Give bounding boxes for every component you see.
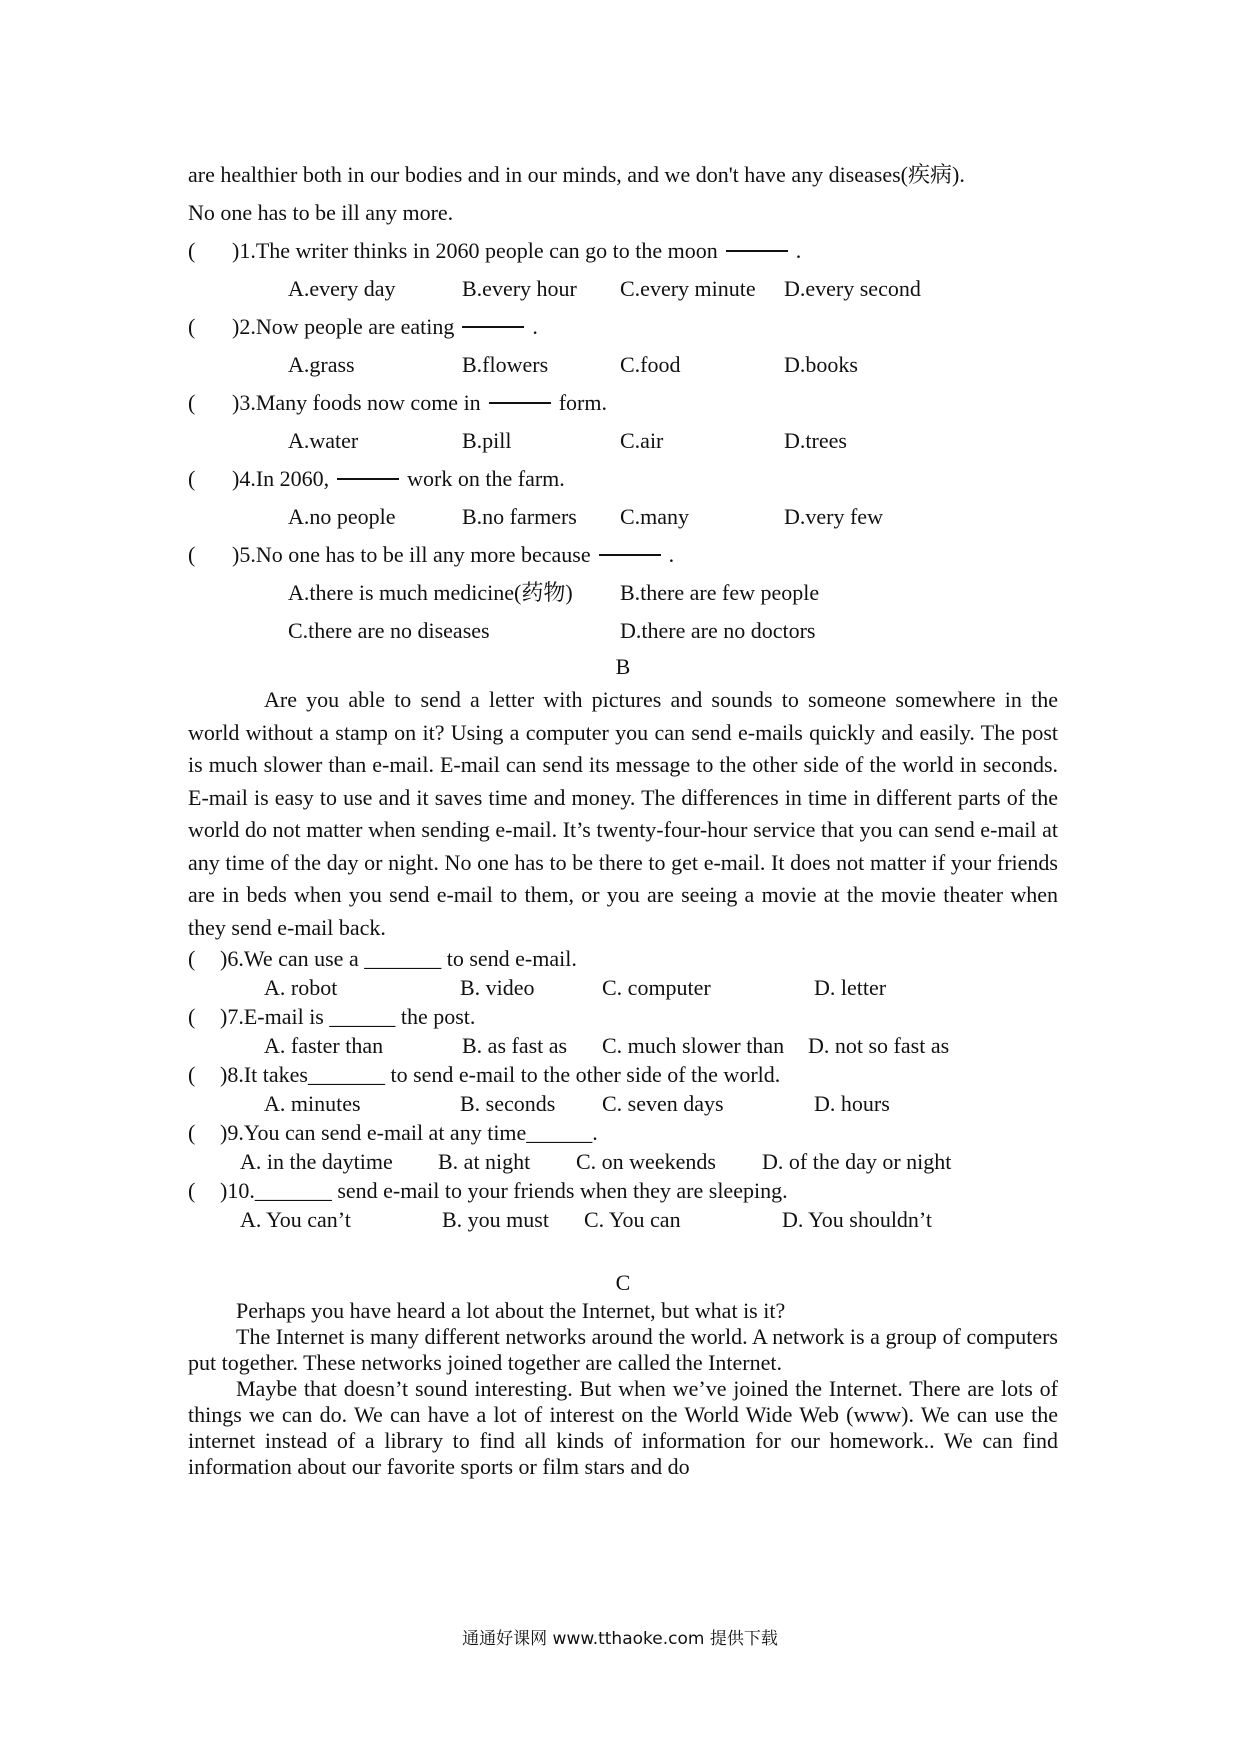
option-d: D.trees — [784, 428, 847, 453]
option-d: D. You shouldn’t — [782, 1207, 932, 1232]
option-b: B.flowers — [462, 352, 549, 377]
passage-b: Are you able to send a letter with pictures and sounds to someone somewhere in the world without a stamp on it? Using a computer you can send e-mails quickly and easily. The post is much slower than e-mail. E-mail can send its message to the other side of the world in seconds. E-mail is easy to use and it saves time and money. The differences in time in different parts of the world do not matter when sending e-mail. It’s twenty-four-hour service that you can send e-mail at any time of the day or night. No one has to be there to get e-mail. It does not matter if your friends are in beds when you send e-mail to them, or you are seeing a movie at the movie theater when they send e-mail back. — [188, 687, 1058, 940]
answer-blank — [489, 384, 551, 404]
question-6: ( )6.We can use a _______ to send e-mail. A. robot B. video C. computer D. letter — [188, 946, 887, 1000]
question-8: ( )8.It takes_______ to send e-mail to the other side of the world. A. minutes B. seconds C. seven days D. hours — [188, 1062, 890, 1116]
question-10: ( )10._______ send e-mail to your friends when they are sleeping. A. You can’t B. you must C. You can D. You shouldn’t — [188, 1178, 932, 1232]
section-heading-b: B — [615, 654, 631, 679]
question-2: ( )2.Now people are eating . A.grass B.flowers C.food D.books — [188, 308, 1058, 384]
option-d: D.every second — [784, 276, 921, 301]
option-c: C.every minute — [620, 276, 756, 301]
option-a: A. in the daytime — [240, 1149, 393, 1174]
option-c: C.air — [620, 428, 664, 453]
option-d: D.very few — [784, 504, 883, 529]
option-d: D.there are no doctors — [620, 618, 816, 643]
passage-line: No one has to be ill any more. — [188, 200, 454, 225]
option-d: D. of the day or night — [762, 1149, 952, 1174]
option-b: B. as fast as — [462, 1033, 568, 1058]
page-footer: 通通好课网 www.tthaoke.com 提供下载 — [462, 1629, 778, 1649]
option-d: D. not so fast as — [808, 1033, 950, 1058]
option-a: A.there is much medicine(药物) — [288, 580, 573, 605]
passage-line: are healthier both in our bodies and in our minds, and we don't have any diseases(疾病). — [188, 162, 965, 187]
option-a: A.no people — [288, 504, 396, 529]
option-c: C.there are no diseases — [288, 618, 490, 643]
option-b: B.every hour — [462, 276, 577, 301]
question-5: ( )5.No one has to be ill any more because . A.there is much medicine(药物) B.there are few people C.there are no diseases D.there are no doctors — [188, 536, 1058, 650]
option-d: D. hours — [814, 1091, 890, 1116]
answer-blank — [599, 536, 661, 556]
question-4: ( )4.In 2060, work on the farm. A.no people B.no farmers C.many D.very few — [188, 460, 1058, 536]
option-a: A. faster than — [264, 1033, 384, 1058]
option-c: C.food — [620, 352, 681, 377]
passage-c-paragraph: Perhaps you have heard a lot about the Internet, but what is it? — [236, 1298, 786, 1323]
option-d: D. letter — [814, 975, 887, 1000]
question-1: ( )1.The writer thinks in 2060 people can go to the moon . A.every day B.every hour C.every minute D.every second — [188, 232, 1058, 308]
option-b: B.no farmers — [462, 504, 577, 529]
option-c: C. on weekends — [576, 1149, 716, 1174]
option-b: B. at night — [438, 1149, 531, 1174]
option-a: A. You can’t — [240, 1207, 351, 1232]
option-d: D.books — [784, 352, 858, 377]
option-c: C. You can — [584, 1207, 681, 1232]
option-b: B. seconds — [460, 1091, 556, 1116]
passage-c-paragraph: Maybe that doesn’t sound interesting. But when we’ve joined the Internet. There are lots of things we can do. We can have a lot of interest on the World Wide Web (www). We can use the internet instead of a library to find all kinds of information for our homework.. We can find information about our favorite sports or film stars and do — [188, 1376, 1058, 1479]
option-b: B.there are few people — [620, 580, 820, 605]
section-heading-c: C — [615, 1270, 631, 1295]
option-c: C. seven days — [602, 1091, 724, 1116]
question-3: ( )3.Many foods now come in form. A.water B.pill C.air D.trees — [188, 384, 1058, 460]
option-a: A.every day — [288, 276, 396, 301]
option-b: B.pill — [462, 428, 512, 453]
answer-blank — [726, 232, 788, 252]
answer-blank — [337, 460, 399, 480]
question-7: ( )7.E-mail is ______ the post. A. faster than B. as fast as C. much slower than D. not so fast as — [188, 1004, 950, 1058]
option-c: C. computer — [602, 975, 711, 1000]
question-9: ( )9.You can send e-mail at any time______. A. in the daytime B. at night C. on weekends D. of the day or night — [188, 1120, 952, 1174]
option-a: A.water — [288, 428, 359, 453]
option-c: C. much slower than — [602, 1033, 785, 1058]
option-c: C.many — [620, 504, 690, 529]
option-b: B. video — [460, 975, 535, 1000]
option-a: A.grass — [288, 352, 355, 377]
page-content — [188, 156, 1058, 1480]
option-b: B. you must — [442, 1207, 549, 1232]
option-a: A. robot — [264, 975, 338, 1000]
passage-c-paragraph: The Internet is many different networks around the world. A network is a group of computers put together. These networks joined together are called the Internet. — [188, 1324, 1058, 1375]
answer-blank — [462, 308, 524, 328]
option-a: A. minutes — [264, 1091, 361, 1116]
